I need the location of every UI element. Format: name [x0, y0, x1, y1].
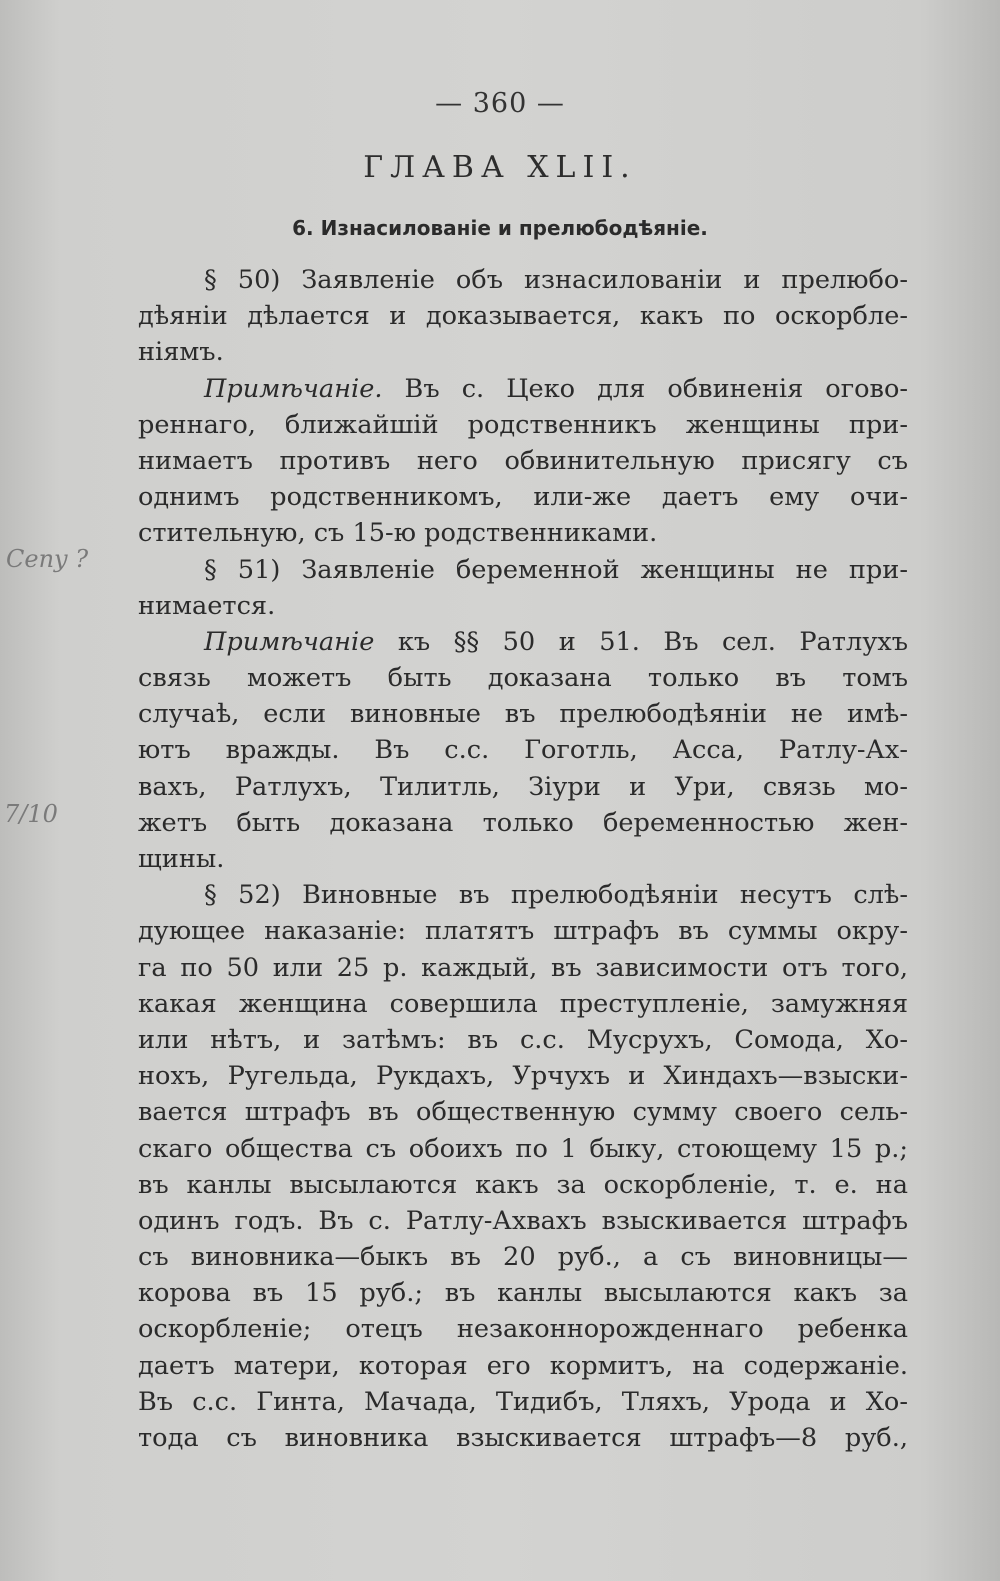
line-text: одинъ годъ. Въ с. Ратлу-Ахвахъ взыскивается штрафъ — [138, 1205, 908, 1236]
line-text: какая женщина совершила преступленіе, замужняя — [138, 988, 908, 1019]
text-line — [138, 913, 908, 949]
text-line — [138, 515, 908, 551]
text-line — [138, 479, 908, 515]
note-label: Примѣчаніе — [204, 626, 375, 657]
text-line — [138, 1167, 908, 1203]
line-text: вается штрафъ въ общественную сумму своего сель- — [138, 1097, 908, 1128]
line-text: скаго общества съ обоихъ по 1 быку, стоющему 15 р.; — [138, 1133, 908, 1164]
line-text: стительную, съ 15-ю родственниками. — [138, 518, 658, 549]
text-line — [138, 1348, 908, 1384]
text-line — [138, 1239, 908, 1275]
text-line — [138, 660, 908, 696]
note-label: Примѣчаніе. — [204, 373, 383, 404]
line-text: тода съ виновника взыскивается штрафъ—8 руб., — [138, 1423, 908, 1453]
text-line — [138, 1131, 908, 1167]
line-text: Въ с.с. Гинта, Мачада, Тидибъ, Тляхъ, Урода и Хо- — [138, 1386, 908, 1417]
text-line — [138, 588, 908, 624]
text-line — [138, 986, 908, 1022]
line-text: ніямъ. — [138, 337, 224, 368]
chapter-heading: ГЛАВА XLII. — [363, 150, 637, 185]
text-line — [138, 1058, 908, 1094]
text-line — [138, 1203, 908, 1239]
text-line — [138, 769, 908, 805]
text-line — [138, 805, 908, 841]
page-number: — 360 — — [435, 88, 565, 119]
line-text: связь можетъ быть доказана только въ томъ — [138, 663, 908, 694]
line-text: нимаетъ противъ него обвинительную присягу съ — [138, 445, 908, 476]
line-text: § 52) Виновные въ прелюбодѣяніи несутъ слѣ- — [204, 880, 908, 911]
text-line — [138, 552, 908, 588]
text-line — [138, 262, 908, 298]
line-text: реннаго, ближайшій родственникъ женщины при- — [138, 409, 908, 440]
line-text: дѣяніи дѣлается и доказывается, какъ по оскорбле- — [138, 301, 908, 332]
line-text: щины. — [138, 844, 225, 874]
text-line — [138, 407, 908, 443]
text-line — [138, 1022, 908, 1058]
text-line — [138, 298, 908, 334]
text-line — [138, 1311, 908, 1347]
line-text: га по 50 или 25 р. каждый, въ зависимости отъ того, — [138, 952, 908, 983]
text-line — [138, 1420, 908, 1456]
line-text: корова въ 15 руб.; въ канлы высылаются какъ за — [138, 1278, 908, 1309]
text-line — [138, 950, 908, 986]
body-text — [138, 262, 908, 1456]
margin-note: Ceny ? — [6, 545, 89, 573]
text-line — [138, 696, 908, 732]
line-text: даетъ матери, которая его кормитъ, на содержаніе. — [138, 1350, 908, 1381]
line-text: или нѣтъ, и затѣмъ: въ с.с. Мусрухъ, Сомода, Хо- — [138, 1024, 908, 1055]
text-line — [138, 371, 908, 407]
line-text: Въ с. Цеко для обвиненія огово- — [382, 373, 908, 404]
line-text: случаѣ, если виновные въ прелюбодѣяніи не имѣ- — [138, 699, 908, 730]
line-text: нимается. — [138, 590, 276, 621]
line-text: вахъ, Ратлухъ, Тилитль, Зіури и Ури, связь мо- — [138, 771, 908, 802]
text-line — [138, 841, 908, 877]
text-line — [138, 443, 908, 479]
line-text: § 51) Заявленіе беременной женщины не при- — [204, 554, 908, 585]
line-text: жетъ быть доказана только беременностью жен- — [138, 807, 908, 838]
line-text: § 50) Заявленіе объ изнасилованіи и прелюбо- — [204, 265, 908, 295]
line-text: къ §§ 50 и 51. Въ сел. Ратлухъ — [374, 626, 908, 657]
line-text: ютъ вражды. Въ с.с. Гоготль, Асса, Ратлу-Ах- — [138, 735, 908, 766]
text-line — [138, 334, 908, 370]
text-line — [138, 1384, 908, 1420]
text-line — [138, 624, 908, 660]
text-line — [138, 1094, 908, 1130]
text-line — [138, 732, 908, 768]
line-text: съ виновника—быкъ въ 20 руб., а съ виновницы— — [138, 1242, 908, 1273]
line-text: въ канлы высылаются какъ за оскорбленіе, т. е. на — [138, 1169, 908, 1200]
line-text: нохъ, Ругельда, Рукдахъ, Урчухъ и Хиндахъ—взыски- — [138, 1061, 908, 1092]
text-line — [138, 877, 908, 913]
text-line — [138, 1275, 908, 1311]
line-text: оскорбленіе; отецъ незаконнорожденнаго ребенка — [138, 1314, 908, 1345]
section-heading: 6. Изнасилованіе и прелюбодѣяніе. — [292, 216, 708, 240]
line-text: однимъ родственникомъ, или-же даетъ ему очи- — [138, 482, 908, 513]
line-text: дующее наказаніе: платятъ штрафъ въ суммы окру- — [138, 916, 908, 947]
margin-note: 7/10 — [4, 800, 58, 828]
